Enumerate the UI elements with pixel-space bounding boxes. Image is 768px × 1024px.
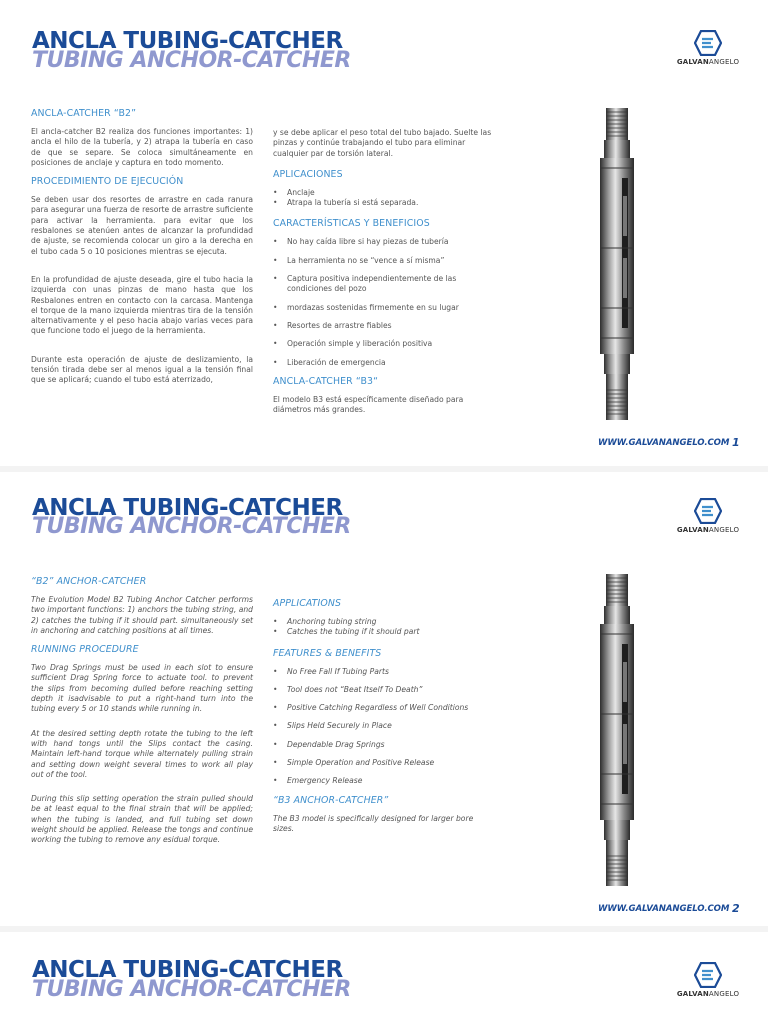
procedure-paragraph-3: During this slip setting operation the strain pulled should be at least equal to the final strain that will be applied; when the tubing is landed, and full tubing set down weight should be applied. Release the tongs and continue working the tubing to remove any esidual torque.: [31, 794, 253, 845]
footer-website: WWW.GALVANANGELO.COM: [598, 438, 730, 448]
galvan-angelo-logo: [676, 498, 740, 538]
list-item: • Simple Operation and Positive Release: [273, 758, 495, 768]
section-heading-features: CARACTERÍSTICAS Y BENEFICIOS: [273, 218, 430, 230]
page-title-es: ANCLA TUBING-CATCHER: [32, 28, 343, 54]
column-right: [273, 128, 495, 423]
page-title-es: ANCLA TUBING-CATCHER: [32, 957, 343, 983]
list-item: • mordazas sostenidas firmemente en su lugar: [273, 303, 495, 313]
section-heading-applications: APPLICATIONS: [273, 598, 342, 609]
list-item: • La herramienta no se “vence a sí misma”: [273, 256, 495, 266]
features-list: [273, 667, 495, 787]
procedure-paragraph-2: En la profundidad de ajuste deseada, gire el tubo hacia la izquierda con unas pinzas de mano hasta que los Resbalones entren en contacto con la carcasa. Mantenga el torque de la mano izquierda mientras tira de la tensión alternativamente y el peso hacia abajo varias veces para que funcione todo el juego de la herramienta.: [31, 274, 253, 336]
intro-paragraph: El ancla-catcher B2 realiza dos funciones importantes: 1) ancla el hilo de la tubería, y 2) atrapa la tubería en caso de que se separe. Se coloca simultáneamente en posiciones de anclaje y captura en todo momento.: [31, 127, 253, 167]
section-heading-applications: APLICACIONES: [273, 168, 343, 180]
galvan-angelo-logo: [676, 30, 740, 70]
procedure-paragraph-3: Durante esta operación de ajuste de deslizamiento, la tensión tirada debe ser al menos igual a la tensión final que se aplicará; cuando el tubo está aterrizado,: [31, 354, 253, 385]
list-item: • Operación simple y liberación positiva: [273, 339, 495, 349]
section-heading-procedure: RUNNING PROCEDURE: [31, 644, 139, 656]
list-item: • Positive Catching Regardless of Well Conditions: [273, 703, 495, 713]
brochure-page-1: [0, 0, 768, 470]
list-item: • Slips Held Securely in Place: [273, 721, 495, 731]
page-title-en: TUBING ANCHOR-CATCHER: [32, 48, 351, 73]
list-item: • Anclaje: [273, 188, 495, 198]
section-heading-b3: “B3 ANCHOR-CATCHER”: [273, 794, 389, 806]
list-item: • Dependable Drag Springs: [273, 740, 495, 750]
galvan-angelo-logo: [676, 962, 740, 1002]
section-heading-b2: ANCLA-CATCHER “B2”: [31, 108, 137, 119]
list-item: • Atrapa la tubería si está separada.: [273, 198, 495, 208]
procedure-paragraph-2: At the desired setting depth rotate the tubing to the left with hand tongs until the Slips contact the casing. Maintain left-hand torque while alternately pulling strain and setting down weight several times to work all play out of the tool.: [31, 728, 253, 779]
page-title-es: ANCLA TUBING-CATCHER: [32, 495, 343, 521]
procedure-paragraph-1: Se deben usar dos resortes de arrastre en cada ranura para asegurar una fuerza de resorte de arrastre suficiente para activar la herramienta. para evitar que los resbalones se atenúen antes de alcanzar la profundidad de ajuste, se recomienda colocar un giro a la derecha en el tubo cada 5 o 10 posiciones mientras se ejecuta.: [31, 195, 253, 256]
footer-website: WWW.GALVANANGELO.COM: [598, 904, 730, 914]
list-item: • Resortes de arrastre fiables: [273, 321, 495, 331]
procedure-paragraph-1: Two Drag Springs must be used in each slot to ensure sufficient Drag Spring force to actuate tool. to prevent the slips from becoming dulled before reaching setting depth it isadvisable to put a right-hand turn into the tubing every 5 or 10 stands while running in.: [31, 663, 253, 714]
features-list: [273, 237, 495, 367]
brochure-page-3: [0, 930, 768, 1024]
list-item: • Anchoring tubing string: [273, 617, 495, 627]
section-heading-b2: “B2” ANCHOR-CATCHER: [31, 576, 147, 587]
list-item: • No Free Fall If Tubing Parts: [273, 667, 495, 677]
page-title-en: TUBING ANCHOR-CATCHER: [32, 514, 351, 539]
section-heading-b3: ANCLA-CATCHER “B3“: [273, 375, 379, 387]
list-item: • Captura positiva independientemente de las condiciones del pozo: [273, 274, 495, 295]
list-item: • No hay caída libre si hay piezas de tubería: [273, 237, 495, 247]
b3-paragraph: The B3 model is specifically designed for larger bore sizes.: [273, 813, 474, 833]
hexagon-logo-icon: [694, 962, 722, 988]
intro-paragraph: The Evolution Model B2 Tubing Anchor Catcher performs two important functions: 1) anchors the tubing string, and 2) catches the tubing if it should part. simultaneously set in anchoring and catching positions at all times.: [31, 595, 253, 635]
section-heading-features: FEATURES & BENEFITS: [273, 647, 382, 659]
list-item: • Catches the tubing if it should part: [273, 627, 495, 637]
continued-paragraph: y se debe aplicar el peso total del tubo bajado. Suelte las pinzas y continúe trabajando el tubo para eliminar cualquier par de torsión lateral.: [273, 128, 492, 158]
applications-list: [273, 617, 495, 638]
page-title-en: TUBING ANCHOR-CATCHER: [32, 977, 351, 1002]
logo-wordmark: GALVANANGELO: [676, 526, 740, 534]
hexagon-logo-icon: [694, 30, 722, 56]
hexagon-logo-icon: [694, 498, 722, 524]
page-number: 2: [732, 902, 740, 915]
tubing-anchor-catcher-illustration: [592, 108, 656, 420]
applications-list: [273, 188, 495, 209]
list-item: • Emergency Release: [273, 776, 495, 786]
column-left: [31, 108, 253, 394]
column-right: [273, 598, 495, 842]
list-item: • Tool does not “Beat Itself To Death”: [273, 685, 495, 695]
b3-paragraph: El modelo B3 está específicamente diseñado para diámetros más grandes.: [273, 394, 464, 415]
section-heading-procedure: PROCEDIMIENTO DE EJECUCIÓN: [31, 176, 184, 188]
list-item: • Liberación de emergencia: [273, 358, 495, 368]
tubing-anchor-catcher-illustration: [592, 574, 656, 886]
logo-wordmark: GALVANANGELO: [676, 990, 740, 998]
logo-wordmark: GALVANANGELO: [676, 58, 740, 66]
column-left: [31, 576, 253, 854]
page-number: 1: [732, 436, 740, 449]
brochure-page-2: [0, 470, 768, 930]
